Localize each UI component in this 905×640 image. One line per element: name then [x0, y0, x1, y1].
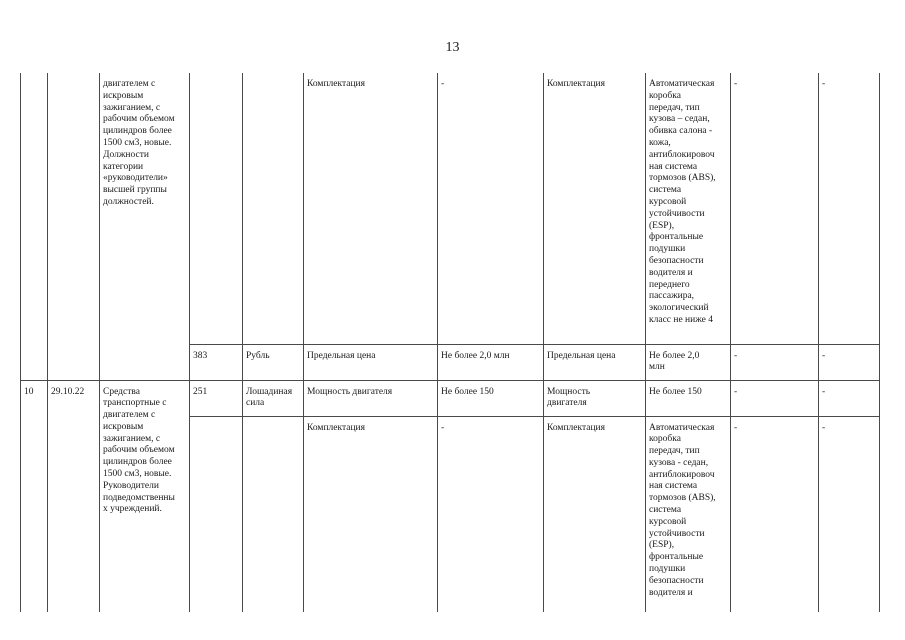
item-description: Средства транспортные с двигателем с искровым зажиганием, с рабочим объемом цилиндров более 1500 см3, новые. Руководители подведомственны х учреждений. [103, 386, 175, 515]
char2-name-cell [544, 344, 646, 380]
characteristic-name: Предельная цена [547, 350, 616, 361]
char1-name-cell [304, 380, 438, 416]
unit-cell [243, 73, 304, 344]
okei-code: 383 [193, 350, 208, 361]
characteristic-name: Предельная цена [307, 350, 376, 361]
item-code: 29.10.22 [51, 386, 85, 397]
char2-value-cell [646, 344, 731, 380]
char1-name-cell [304, 416, 438, 612]
characteristic-name: Мощность двигателя [307, 386, 393, 397]
table-row [21, 380, 880, 416]
char1-value-cell [438, 344, 544, 380]
characteristic-value: - [441, 79, 445, 89]
col10-cell [819, 380, 880, 416]
dash-value: - [822, 79, 826, 89]
unit-cell [243, 380, 304, 416]
characteristic-value: Не более 150 [441, 386, 494, 397]
characteristic-name: Комплектация [547, 79, 605, 89]
okei-code-cell [190, 416, 243, 612]
item-description: двигателем с искровым зажиганием, с рабочим объемом цилиндров более 1500 см3, новые. Должности категории «руководители» высшей группы должностей. [103, 79, 175, 207]
requirements-table [20, 73, 880, 612]
unit-cell [243, 416, 304, 612]
char2-name-cell [544, 380, 646, 416]
char2-value-cell [646, 73, 731, 344]
characteristic-value: Автоматическая коробка передач, тип кузова - седан, антиблокировоч ная система тормозов (ABS), система курсовой устойчивости (ESP), фронтальные подушки безопасности водителя и [649, 422, 716, 598]
char1-name-cell [304, 73, 438, 344]
okei-code-cell [190, 344, 243, 380]
char2-name-cell [544, 416, 646, 612]
dash-value: - [822, 350, 826, 361]
col10-cell [819, 416, 880, 612]
dash-value: - [822, 422, 826, 433]
col10-cell [819, 344, 880, 380]
dash-value: - [822, 386, 826, 397]
characteristic-value: Не более 2,0 млн [441, 350, 510, 361]
char2-name-cell [544, 73, 646, 344]
unit-name: Рубль [246, 350, 270, 361]
col9-cell [731, 380, 819, 416]
page-number: 13 [445, 40, 460, 55]
char2-value-cell [646, 416, 731, 612]
item-description-cell [100, 73, 190, 380]
item-code-cell [48, 380, 100, 612]
dash-value: - [734, 422, 738, 433]
characteristic-name: Мощность двигателя [547, 386, 591, 409]
col9-cell [731, 416, 819, 612]
item-number: 10 [24, 386, 34, 397]
characteristic-name: Комплектация [307, 79, 365, 89]
char2-value-cell [646, 380, 731, 416]
dash-value: - [734, 350, 738, 361]
characteristic-value: - [441, 422, 445, 433]
okei-code-cell [190, 73, 243, 344]
dash-value: - [734, 386, 738, 397]
okei-code-cell [190, 380, 243, 416]
characteristic-value: Не более 2,0 млн [649, 350, 700, 373]
characteristic-name: Комплектация [547, 422, 605, 433]
char1-value-cell [438, 73, 544, 344]
item-description-cell [100, 380, 190, 612]
item-number-cell [21, 380, 48, 612]
characteristic-value: Не более 150 [649, 386, 702, 397]
item-code-cell [48, 73, 100, 380]
table-row [21, 73, 880, 344]
characteristic-name: Комплектация [307, 422, 365, 433]
characteristic-value: Автоматическая коробка передач, тип кузова – седан, обивка салона - кожа, антиблокировоч ная система тормозов (ABS), система курсовой устойчивости (ESP), фронтальные подушки безопасности водителя и переднего пассажира, экологический класс не ниже 4 [649, 79, 716, 325]
col10-cell [819, 73, 880, 344]
unit-name: Лошадиная сила [246, 386, 293, 409]
okei-code: 251 [193, 386, 208, 397]
char1-name-cell [304, 344, 438, 380]
unit-cell [243, 344, 304, 380]
col9-cell [731, 73, 819, 344]
dash-value: - [734, 79, 738, 89]
char1-value-cell [438, 380, 544, 416]
item-number-cell [21, 73, 48, 380]
col9-cell [731, 344, 819, 380]
char1-value-cell [438, 416, 544, 612]
